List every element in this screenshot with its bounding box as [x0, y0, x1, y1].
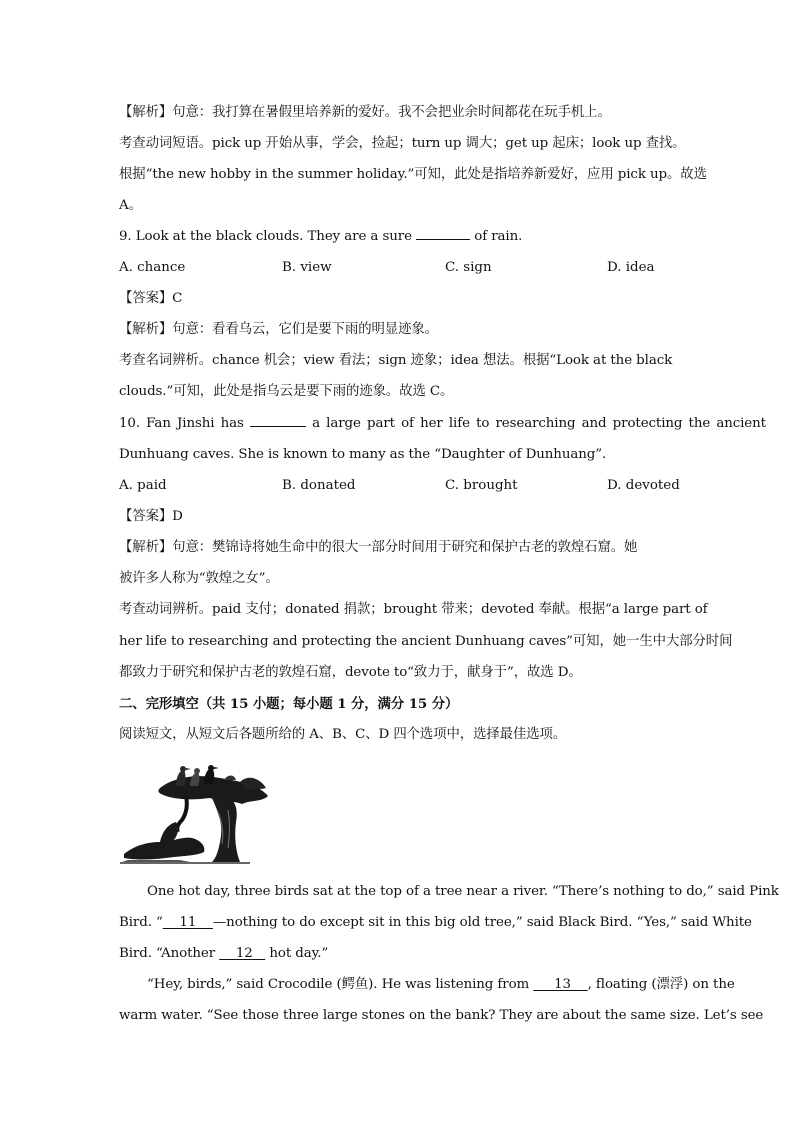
q8-analysis-line-4: A。	[119, 198, 142, 213]
passage-line-2-end: —nothing to do except sit in this big old tree,” said Black Bird. “Yes,” said White	[212, 915, 752, 930]
blank-12	[219, 946, 265, 961]
passage-line-2	[119, 913, 752, 933]
section-instruction: 阅读短文，从短文后各题所给的 A、B、C、D 四个选项中，选择最佳选项。	[119, 727, 567, 742]
passage-line-3	[119, 944, 674, 964]
q10-answer: 【答案】D	[119, 509, 183, 524]
q9-answer-blank	[416, 227, 470, 240]
q10-analysis-line-3: 考查动词辨析。paid 支付；donated 捐款；brought 带来；devoted 奉献。根据“a large part of	[119, 602, 708, 617]
passage-line-3-end: hot day.”	[269, 946, 329, 961]
q10-option-c: C. brought	[445, 478, 518, 493]
section-title: 二、完形填空（共 15 小题；每小题 1 分，满分 15 分）	[119, 696, 459, 712]
q10-analysis-line-2: 被许多人称为“敦煌之女”。	[119, 571, 279, 586]
q10-option-b: B. donated	[282, 478, 356, 493]
q8-analysis-line-3: 根据“the new hobby in the summer holiday.”可知，此处是指培养新爱好，应用 pick up。故选	[119, 167, 707, 182]
q9-option-a: A. chance	[119, 260, 186, 275]
blank-13	[533, 977, 587, 992]
blank-12-number: 12	[235, 946, 253, 961]
passage-line-5: warm water. “See those three large stones on the bank? They are about the same size. Let’s see	[119, 1008, 764, 1023]
q8-analysis-line-1: 【解析】句意：我打算在暑假里培养新的爱好。我不会把业余时间都花在玩手机上。	[119, 105, 611, 120]
q9-option-b: B. view	[282, 260, 332, 275]
passage-line-2-start: Bird. “	[119, 915, 163, 930]
q10-analysis-line-1: 【解析】句意：樊锦诗将她生命中的很大一部分时间用于研究和保护古老的敦煌石窟。她	[119, 540, 638, 555]
birds-tree-crocodile-illustration	[120, 762, 270, 866]
q9-stem	[119, 227, 674, 247]
q9-analysis-line-3: clouds.”可知，此处是指乌云是要下雨的迹象。故选 C。	[119, 384, 454, 399]
q10-stem-line-2: Dunhuang caves. She is known to many as the “Daughter of Dunhuang”.	[119, 447, 607, 462]
q9-analysis-line-1: 【解析】句意：看看乌云，它们是要下雨的明显迹象。	[119, 322, 438, 337]
passage-line-4-start: “Hey, birds,” said Crocodile (鳄鱼). He was listening from	[147, 977, 530, 992]
passage-line-4-end: , floating (漂浮) on the	[587, 977, 735, 992]
passage-line-4	[147, 975, 735, 995]
q10-analysis-line-5: 都致力于研究和保护古老的敦煌石窟，devote to“致力于，献身于”，故选 D。	[119, 665, 582, 680]
q9-answer: 【答案】C	[119, 291, 183, 306]
q9-analysis-line-2: 考查名词辨析。chance 机会；view 看法；sign 迹象；idea 想法。根据“Look at the black	[119, 353, 673, 368]
q10-answer-blank	[250, 414, 306, 427]
q10-stem-start: 10. Fan Jinshi has	[119, 416, 244, 431]
q10-stem-end: a large part of her life to researching and protecting the ancient	[312, 416, 766, 431]
blank-11	[163, 915, 213, 930]
q10-option-d: D. devoted	[607, 478, 680, 493]
q10-option-a: A. paid	[119, 478, 167, 493]
passage-line-3-start: Bird. “Another	[119, 946, 216, 961]
q10-analysis-line-4: her life to researching and protecting the ancient Dunhuang caves”可知，她一生中大部分时间	[119, 634, 733, 649]
q9-stem-start: 9. Look at the black clouds. They are a sure	[119, 229, 412, 244]
q9-stem-end: of rain.	[474, 229, 523, 244]
q10-stem-line-1	[119, 414, 766, 434]
blank-11-number: 11	[179, 915, 197, 930]
blank-13-number: 13	[554, 977, 571, 992]
q9-option-c: C. sign	[445, 260, 492, 275]
q8-analysis-line-2: 考查动词短语。pick up 开始从事，学会，捡起；turn up 调大；get up 起床；look up 查找。	[119, 136, 686, 151]
passage-line-1: One hot day, three birds sat at the top of a tree near a river. “There’s nothing to do,” said Pink	[147, 884, 779, 899]
q9-option-d: D. idea	[607, 260, 655, 275]
